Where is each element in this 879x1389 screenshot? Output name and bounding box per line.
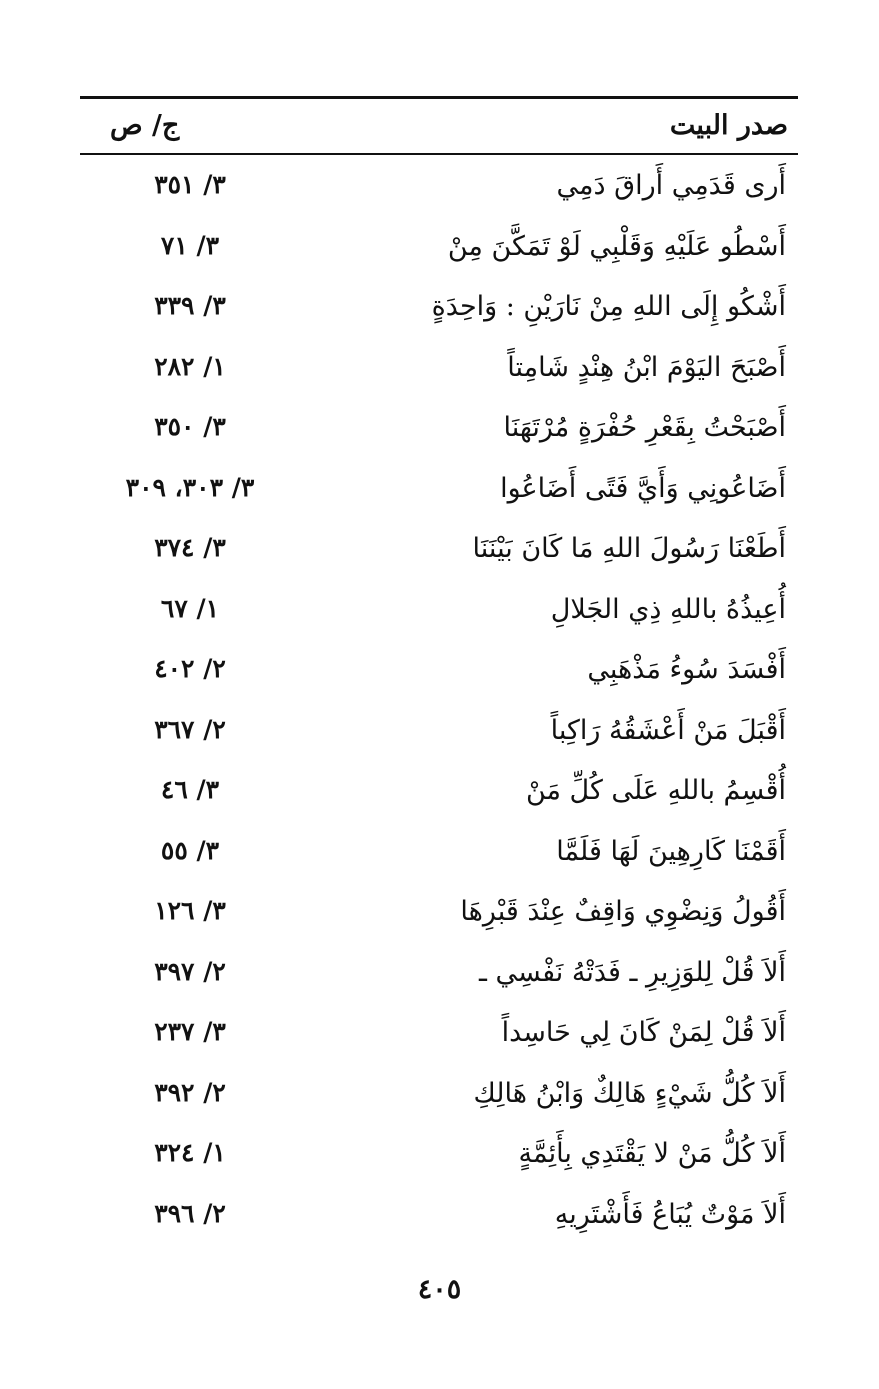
verse-opening: أَقْبَلَ مَنْ أَعْشَقُهُ رَاكِباً bbox=[550, 714, 786, 746]
top-rule bbox=[80, 96, 798, 99]
verse-opening: أَقُولُ وَنِضْوِي وَاقِفٌ عِنْدَ قَبْرِهَا bbox=[460, 896, 786, 927]
volume-page-ref: ٣/ ٣٣٩ bbox=[154, 291, 226, 320]
reference-column-header: ج/ ص bbox=[110, 110, 180, 141]
table-row bbox=[80, 826, 798, 887]
volume-page-ref: ٣/ ٤٦ bbox=[160, 775, 220, 804]
verse-column-header: صدر البيت bbox=[669, 110, 788, 141]
table-row bbox=[80, 221, 798, 282]
volume-page-ref: ٣/ ٣٥٠ bbox=[154, 412, 226, 441]
table-row bbox=[80, 523, 798, 584]
volume-page-ref: ٣/ ١٢٦ bbox=[154, 896, 226, 925]
volume-page-ref: ٢/ ٣٩٦ bbox=[154, 1198, 226, 1228]
table-row bbox=[80, 947, 798, 1008]
volume-page-ref: ٣/ ٣٠٣، ٣٠٩ bbox=[125, 472, 255, 502]
volume-page-ref: ٢/ ٤٠٢ bbox=[154, 654, 226, 683]
verse-opening: أَلاَ كُلُّ شَيْءٍ هَالِكٌ وَابْنُ هَالِكِ bbox=[473, 1077, 786, 1109]
verse-opening: أُعِيذُهُ باللهِ ذِي الجَلالِ bbox=[550, 593, 786, 625]
verse-opening: أَلاَ قُلْ لِمَنْ كَانَ لِي حَاسِداً bbox=[501, 1017, 786, 1048]
verse-opening: أَلاَ كُلُّ مَنْ لا يَقْتَدِي بِأَئِمَّةٍ bbox=[518, 1138, 786, 1169]
header-rule bbox=[80, 153, 798, 155]
verse-opening: أَضَاعُونِي وَأَيَّ فَتًى أَضَاعُوا bbox=[500, 472, 786, 504]
volume-page-ref: ٣/ ٣٥١ bbox=[154, 170, 226, 199]
table-row bbox=[80, 1189, 798, 1250]
table-row bbox=[80, 463, 798, 524]
verse-opening: أَلاَ مَوْتٌ يُبَاعُ فَأَشْتَرِيهِ bbox=[554, 1198, 786, 1230]
table-row bbox=[80, 886, 798, 947]
verse-opening: أُقْسِمُ باللهِ عَلَى كُلِّ مَنْ bbox=[525, 775, 786, 806]
table-row bbox=[80, 402, 798, 463]
verse-opening: أَشْكُو إِلَى اللهِ مِنْ نَارَيْنِ : وَاحِدَةٍ bbox=[431, 291, 786, 322]
verse-opening: أَطَعْنَا رَسُولَ اللهِ مَا كَانَ بَيْنَنَا bbox=[472, 533, 786, 564]
volume-page-ref: ١/ ٢٨٢ bbox=[154, 351, 226, 381]
table-row bbox=[80, 584, 798, 645]
table-row bbox=[80, 705, 798, 766]
volume-page-ref: ٣/ ٥٥ bbox=[160, 835, 220, 865]
table-row bbox=[80, 1007, 798, 1068]
verse-index-table bbox=[80, 160, 798, 1249]
verse-opening: أَصْبَحْتُ بِقَعْرِ حُفْرَةٍ مُرْتَهَنَا bbox=[503, 412, 786, 443]
verse-opening: أَسْطُو عَلَيْهِ وَقَلْبِي لَوْ تَمَكَّنَ مِنْ bbox=[447, 230, 786, 262]
volume-page-ref: ٣/ ٧١ bbox=[160, 230, 220, 260]
table-row bbox=[80, 765, 798, 826]
table-row bbox=[80, 1068, 798, 1129]
page-number: ٤٠٥ bbox=[417, 1274, 462, 1305]
volume-page-ref: ٣/ ٣٧٤ bbox=[154, 533, 226, 562]
table-row bbox=[80, 281, 798, 342]
verse-opening: أَرى قَدَمِي أَراقَ دَمِي bbox=[556, 170, 786, 201]
volume-page-ref: ١/ ٣٢٤ bbox=[154, 1138, 226, 1167]
verse-opening: أَفْسَدَ سُوءُ مَذْهَبِي bbox=[587, 654, 786, 685]
table-row bbox=[80, 160, 798, 221]
table-header bbox=[80, 104, 798, 152]
table-row bbox=[80, 1128, 798, 1189]
table-row bbox=[80, 342, 798, 403]
verse-opening: أَلاَ قُلْ لِلوَزِيرِ ـ فَدَتْهُ نَفْسِي ـ bbox=[479, 956, 786, 988]
table-row bbox=[80, 644, 798, 705]
verse-opening: أَصْبَحَ اليَوْمَ ابْنُ هِنْدٍ شَامِتاً bbox=[507, 351, 786, 383]
volume-page-ref: ٣/ ٢٣٧ bbox=[154, 1017, 226, 1046]
volume-page-ref: ٢/ ٣٩٧ bbox=[154, 956, 226, 986]
volume-page-ref: ٢/ ٣٩٢ bbox=[154, 1077, 226, 1107]
volume-page-ref: ٢/ ٣٦٧ bbox=[154, 714, 226, 744]
verse-opening: أَقَمْنَا كَارِهِينَ لَهَا فَلَمَّا bbox=[556, 835, 786, 867]
volume-page-ref: ١/ ٦٧ bbox=[160, 593, 220, 623]
